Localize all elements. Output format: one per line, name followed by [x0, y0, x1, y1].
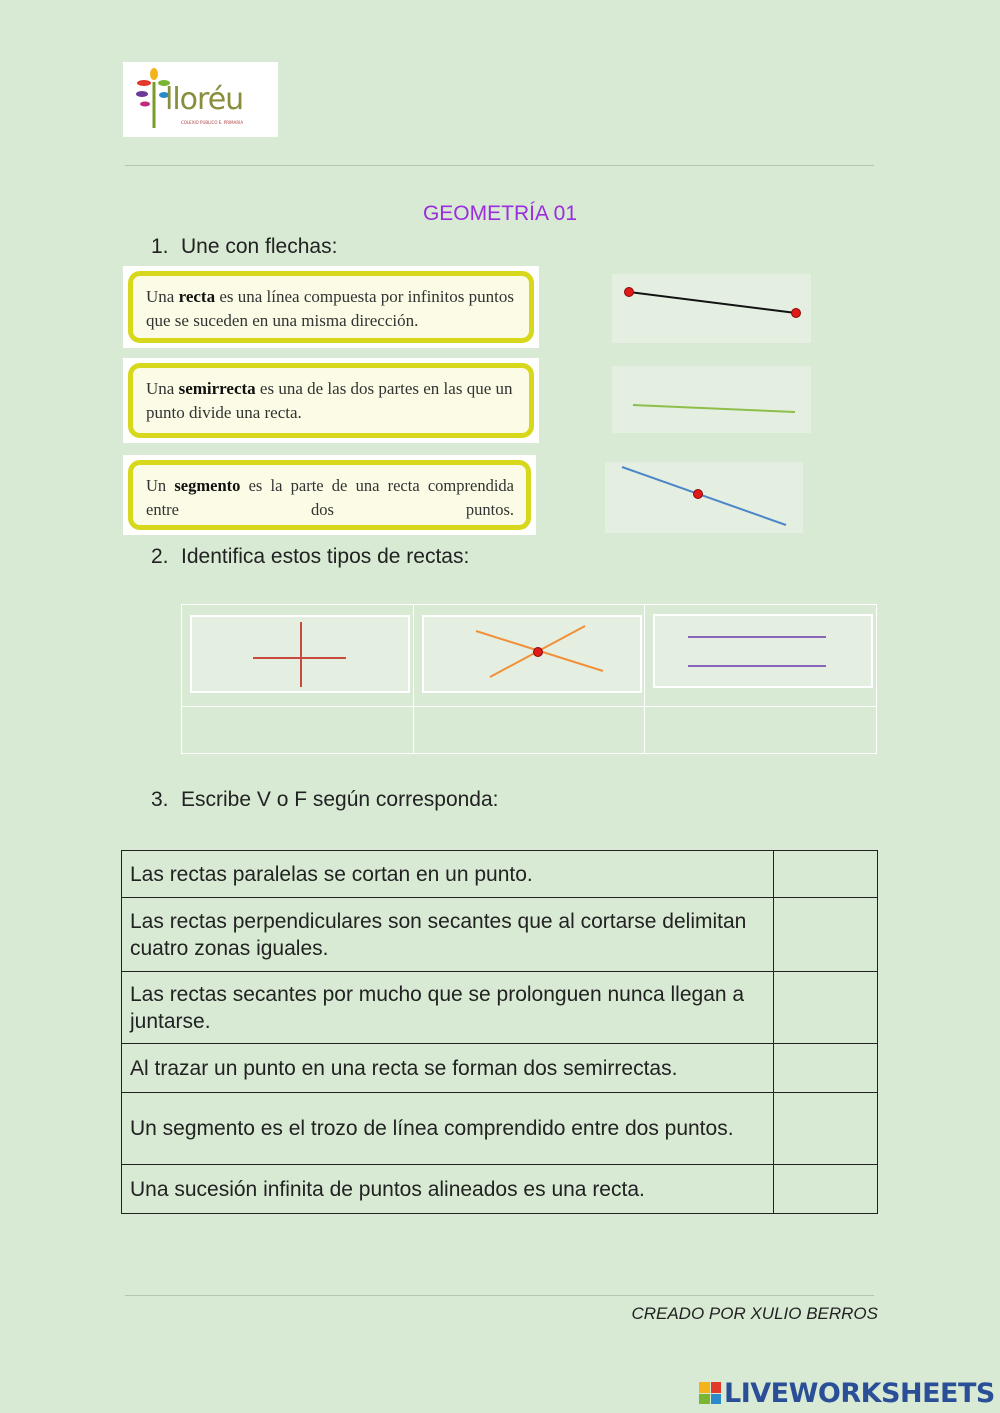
answer-cell[interactable] [774, 972, 878, 1044]
line-type-cell [413, 605, 645, 707]
definition-term: recta [178, 287, 216, 306]
footer-divider [125, 1295, 874, 1296]
line-diagram [612, 366, 811, 433]
parallel-figure [653, 614, 873, 688]
figure-segment[interactable] [612, 274, 811, 343]
parallel-diagram [655, 616, 871, 686]
secant-figure [422, 615, 642, 693]
statement-cell: Las rectas secantes por mucho que se prolonguen nunca llegan a juntarse. [122, 972, 774, 1044]
logo-subtext: COLEXIO PÚBLICO E. PRIMARIA [181, 120, 244, 125]
definition-text: es la parte de una recta comprendida entre dos puntos. [146, 476, 514, 519]
figure-line[interactable] [612, 366, 811, 433]
question-3 [151, 788, 499, 812]
header-divider [125, 165, 874, 166]
definition-text: Una [146, 287, 179, 306]
answer-cell[interactable] [774, 898, 878, 972]
definition-box-recta[interactable] [123, 266, 539, 348]
statement-cell: Las rectas paralelas se cortan en un punto. [122, 851, 774, 898]
perpendicular-diagram [192, 617, 408, 691]
intersection-dot [533, 648, 542, 657]
definition-text: Un [146, 476, 175, 495]
definition-text: es una línea compuesta por infinitos puntos que se suceden en una misma dirección. [146, 287, 514, 330]
question-prompt: Identifica estos tipos de rectas: [181, 545, 470, 568]
point-dot [694, 490, 703, 499]
answer-cell[interactable] [774, 1044, 878, 1093]
statement-cell: Un segmento es el trozo de línea comprendido entre dos puntos. [122, 1093, 774, 1165]
definition-text: es una de las dos partes en las que un punto divide una recta. [146, 379, 513, 422]
question-number: 2. [151, 545, 169, 568]
statement-cell: Una sucesión infinita de puntos alineados es una recta. [122, 1165, 774, 1214]
question-number: 3. [151, 788, 169, 811]
definition-box-semirrecta[interactable] [123, 358, 539, 443]
segment-diagram [612, 274, 811, 343]
line-type-cell [182, 605, 414, 707]
flower-icon [135, 68, 169, 130]
definition-text: Una [146, 379, 179, 398]
question-prompt: Une con flechas: [181, 235, 338, 258]
figure-ray[interactable] [605, 462, 803, 533]
definition-term: semirrecta [178, 379, 256, 398]
table-row [122, 972, 878, 1044]
question-prompt: Escribe V o F según corresponda: [181, 788, 499, 811]
question-2 [151, 545, 469, 569]
question-1 [151, 235, 337, 259]
statement-cell: Al trazar un punto en una recta se forman dos semirrectas. [122, 1044, 774, 1093]
table-row [122, 898, 878, 972]
definition-line [146, 474, 514, 519]
line-type-cell [645, 605, 877, 707]
true-false-table [121, 850, 878, 1214]
author-credit: CREADO POR XULIO BERROS [631, 1304, 878, 1323]
answer-cell[interactable] [774, 1093, 878, 1165]
line-types-table [181, 604, 877, 754]
liveworksheets-icon [699, 1382, 721, 1404]
answer-cell-perpendicular[interactable] [182, 707, 414, 754]
table-row [122, 1044, 878, 1093]
ray-diagram [605, 462, 803, 533]
school-logo [123, 62, 278, 137]
definition-box-segmento[interactable] [123, 455, 536, 535]
definition-term: segmento [174, 476, 241, 495]
table-row [122, 851, 878, 898]
brand-name: LIVEWORKSHEETS [724, 1377, 995, 1409]
table-row [122, 1093, 878, 1165]
perpendicular-figure [190, 615, 410, 693]
secant-diagram [424, 617, 640, 691]
answer-cell[interactable] [774, 851, 878, 898]
liveworksheets-logo[interactable] [699, 1378, 995, 1408]
question-number: 1. [151, 235, 169, 258]
table-row [122, 1165, 878, 1214]
answer-cell-parallel[interactable] [645, 707, 877, 754]
answer-cell-secant[interactable] [413, 707, 645, 754]
page-title: GEOMETRÍA 01 [422, 202, 578, 225]
endpoint-dot [625, 288, 634, 297]
endpoint-dot [792, 309, 801, 318]
statement-cell: Las rectas perpendiculares son secantes que al cortarse delimitan cuatro zonas iguales. [122, 898, 774, 972]
answer-cell[interactable] [774, 1165, 878, 1214]
logo-wordmark: lloréu [165, 82, 244, 117]
